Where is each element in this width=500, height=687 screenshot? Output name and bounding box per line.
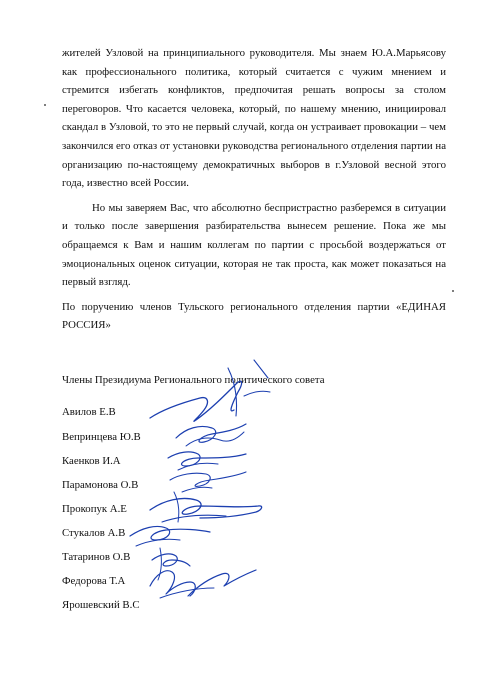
signer-name: Стукалов А.В [62, 527, 126, 539]
signer-name: Прокопук А.Е [62, 503, 127, 515]
signer-name: Парамонова О.В [62, 479, 139, 491]
signature-stroke [244, 391, 270, 396]
signature-4 [170, 472, 246, 492]
paragraph-3: По поручению членов Тульского регионального отделения партии «ЕДИНАЯ РОССИЯ» [62, 300, 446, 332]
paragraph-1: жителей Узловой на принципиального руководителя. Мы знаем Ю.А.Марьясову как профессионального политика, который считается с чужим мнением и стремится избегать конфликтов, предпочитая решать вопросы за столом переговоров. Что касается человека, который, по нашему мнению, инициировал скандал в Узловой, то это не первый случай, когда он устраивает провокации – чем закончился его отказ от установки руководства регионального отделения партии на организацию по-настоящему демократичных выборов в г.Узловой весной этого года, известно всей России. [62, 47, 446, 190]
signer-name: Каенков И.А [62, 455, 121, 467]
signature-1 [150, 360, 270, 421]
signature-stroke [182, 487, 212, 492]
signer-name: Татаринов О.В [62, 551, 131, 563]
signature-stroke [158, 548, 161, 580]
signer-name: Вепринцева Ю.В [62, 431, 141, 443]
signature-stroke [160, 588, 214, 598]
signature-8 [150, 570, 256, 598]
signature-stroke [178, 463, 218, 470]
scan-speck [44, 104, 46, 106]
signature-stroke [168, 452, 246, 466]
signer-name: Ярошевский В.С [62, 599, 140, 611]
signature-stroke [136, 539, 180, 546]
signature-stroke [170, 472, 246, 486]
signature-5 [150, 492, 262, 522]
signature-stroke [152, 554, 190, 566]
signer-name: Авилов Е.В [62, 406, 116, 418]
signature-7 [152, 548, 190, 580]
signature-stroke [176, 424, 246, 442]
signature-2 [176, 424, 246, 446]
signature-stroke [188, 570, 256, 596]
signers-title: Члены Президиума Регионального политического совета [62, 374, 325, 386]
signature-stroke [186, 432, 244, 446]
signature-6 [130, 526, 210, 546]
signature-stroke [130, 526, 210, 540]
paragraph-2: Но мы заверяем Вас, что абсолютно беспристрастно разберемся в ситуации и только после завершения разбирательства вынесем решение. Пока же мы обращаемся к Вам и нашим коллегам по партии с просьбой воздержаться от эмоциональных оценок ситуации, которая не так проста, как может показаться на первый взгляд. [62, 201, 446, 289]
scan-speck [452, 290, 454, 292]
signature-stroke [162, 515, 226, 522]
signature-3 [168, 452, 246, 470]
letter-body [62, 44, 446, 335]
signature-stroke [150, 498, 262, 518]
signature-stroke [150, 571, 195, 596]
signature-stroke [174, 492, 179, 522]
signer-name: Федорова Т.А [62, 575, 126, 587]
